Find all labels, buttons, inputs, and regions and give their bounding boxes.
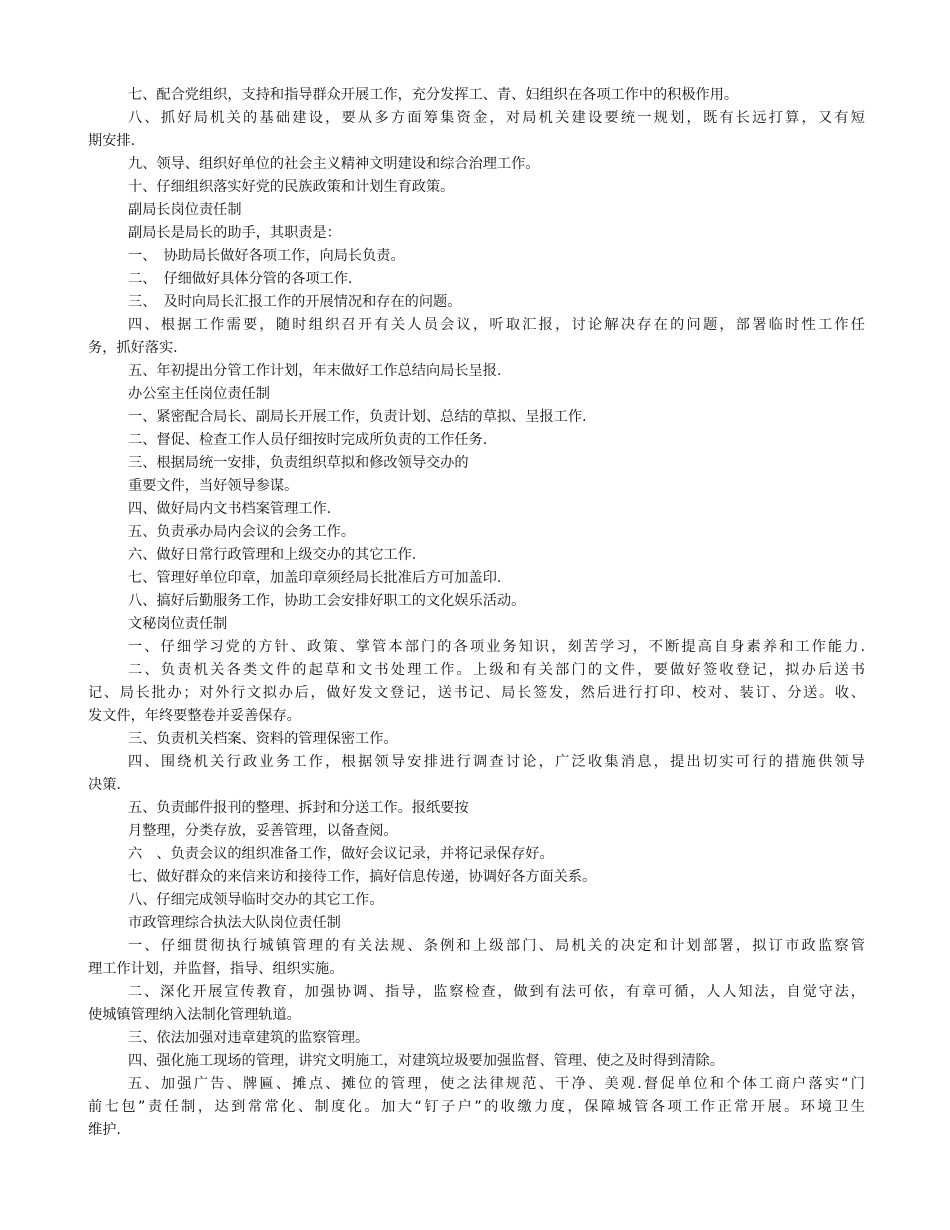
text-line: 二、负责机关各类文件的起草和文书处理工作。上级和有关部门的文件，要做好签收登记，拟办后送书 bbox=[128, 662, 865, 678]
text-line: 三、根据局统一安排，负责组织草拟和修改领导交办的 bbox=[128, 455, 469, 471]
text-line: 发文件，年终要整卷并妥善保存。 bbox=[88, 708, 301, 724]
text-line: 一、仔细学习党的方针、政策、掌管本部门的各项业务知识，刻苦学习，不断提高自身素养和工作能力. bbox=[128, 639, 865, 655]
text-line: 办公室主任岗位责任制 bbox=[128, 386, 270, 402]
text-line: 四、做好局内文书档案管理工作. bbox=[128, 501, 332, 517]
text-line: 决策. bbox=[88, 777, 121, 793]
text-line: 九、领导、组织好单位的社会主义精神文明建设和综合治理工作。 bbox=[128, 156, 540, 172]
text-line: 期安排. bbox=[88, 133, 136, 149]
text-line: 五、年初提出分管工作计划，年末做好工作总结向局长呈报. bbox=[128, 363, 502, 379]
text-line: 月整理，分类存放，妥善管理，以备查阅。 bbox=[128, 823, 398, 839]
text-line: 四、围绕机关行政业务工作，根据领导安排进行调查讨论，广泛收集消息，提出切实可行的措施供领导 bbox=[128, 754, 865, 770]
text-line: 二、深化开展宣传教育，加强协调、指导，监察检查，做到有法可依，有章可循，人人知法，自觉守法， bbox=[128, 984, 865, 1000]
text-line: 四、强化施工现场的管理，讲究文明施工，对建筑垃圾要加强监督、管理、使之及时得到清除。 bbox=[128, 1053, 724, 1069]
text-line: 使城镇管理纳入法制化管理轨道。 bbox=[88, 1007, 301, 1023]
text-line: 八、仔细完成领导临时交办的其它工作。 bbox=[128, 892, 384, 908]
text-line: 重要文件，当好领导参谋。 bbox=[128, 478, 299, 494]
text-line: 五、负责承办局内会议的会务工作。 bbox=[128, 524, 356, 540]
text-line: 务，抓好落实. bbox=[88, 340, 178, 356]
text-line: 副局长是局长的助手，其职责是： bbox=[128, 225, 341, 241]
text-line: 十、仔细组织落实好党的民族政策和计划生育政策。 bbox=[128, 179, 455, 195]
text-line: 七、配合党组织，支持和指导群众开展工作，充分发挥工、青、妇组织在各项工作中的积极作用。 bbox=[128, 87, 739, 103]
text-line: 一、 协助局长做好各项工作，向局长负责。 bbox=[128, 248, 405, 264]
text-line: 三、依法加强对违章建筑的监察管理。 bbox=[128, 1030, 370, 1046]
text-line: 记、局长批办；对外行文拟办后，做好发文登记，送书记、局长签发，然后进行打印、校对、装订、分送。收、 bbox=[88, 685, 865, 701]
text-line: 一、紧密配合局长、副局长开展工作，负责计划、总结的草拟、呈报工作. bbox=[128, 409, 587, 425]
text-line: 市政管理综合执法大队岗位责任制 bbox=[128, 915, 341, 931]
text-line: 七、做好群众的来信来访和接待工作，搞好信息传递，协调好各方面关系。 bbox=[128, 869, 597, 885]
text-line: 理工作计划，并监督，指导、组织实施。 bbox=[88, 961, 344, 977]
text-line: 八、搞好后勤服务工作，协助工会安排好职工的文化娱乐活动。 bbox=[128, 593, 526, 609]
text-line: 维护. bbox=[88, 1122, 121, 1138]
text-line: 八、抓好局机关的基础建设，要从多方面筹集资金，对局机关建设要统一规划，既有长远打算，又有短 bbox=[128, 110, 865, 126]
text-line: 三、负责机关档案、资料的管理保密工作。 bbox=[128, 731, 398, 747]
text-line: 一、仔细贯彻执行城镇管理的有关法规、条例和上级部门、局机关的决定和计划部署，拟订市政监察管 bbox=[128, 938, 865, 954]
text-line: 四、根据工作需要，随时组织召开有关人员会议，听取汇报，讨论解决存在的问题，部署临时性工作任 bbox=[128, 317, 865, 333]
text-line: 七、管理好单位印章，加盖印章须经局长批准后方可加盖印. bbox=[128, 570, 502, 586]
text-line: 五、负责邮件报刊的整理、拆封和分送工作。报纸要按 bbox=[128, 800, 469, 816]
text-line: 三、 及时向局长汇报工作的开展情况和存在的问题。 bbox=[128, 294, 462, 310]
text-line: 二、督促、检查工作人员仔细按时完成所负责的工作任务. bbox=[128, 432, 488, 448]
text-line: 前七包”责任制，达到常常化、制度化。加大“钉子户”的收缴力度，保障城管各项工作正常开展。环境卫生 bbox=[88, 1099, 865, 1115]
text-line: 文秘岗位责任制 bbox=[128, 616, 228, 632]
text-line: 五、加强广告、牌匾、摊点、摊位的管理，使之法律规范、干净、美观.督促单位和个体工商户落实“门 bbox=[128, 1076, 865, 1092]
document-page bbox=[88, 84, 865, 1142]
text-line: 六、做好日常行政管理和上级交办的其它工作. bbox=[128, 547, 417, 563]
text-line: 六 、负责会议的组织准备工作，做好会议记录，并将记录保存好。 bbox=[128, 846, 554, 862]
text-line: 副局长岗位责任制 bbox=[128, 202, 242, 218]
text-line: 二、 仔细做好具体分管的各项工作. bbox=[128, 271, 353, 287]
